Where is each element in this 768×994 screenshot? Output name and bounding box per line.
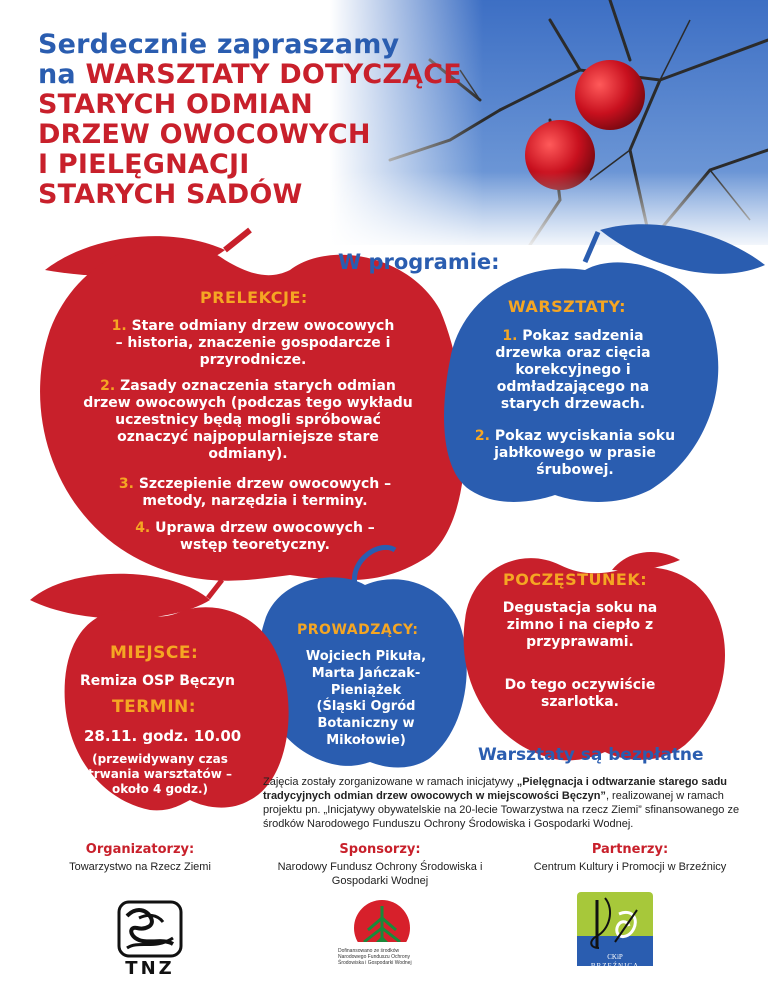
prelekcje-num-3: 3. <box>118 476 134 492</box>
prelekcje-num-4: 4. <box>135 520 151 536</box>
miejsce-place: Remiza OSP Bęczyn <box>80 673 235 689</box>
ckip-logo-text: CKiP <box>607 953 623 961</box>
termin-title: TERMIN: <box>112 697 197 717</box>
footer-organizers-text: Towarzystwo na Rzecz Ziemi <box>69 861 211 873</box>
headline-line-1: Serdecznie zapraszamy <box>38 29 400 60</box>
footer-sponsors-text: Narodowy Fundusz Ochrony Środowiska i Gospodarki Wodnej <box>277 861 483 887</box>
ckip-logo-subtext: BRZEŹNICA <box>590 962 640 970</box>
prelekcje-item-4 <box>120 520 390 554</box>
prelekcje-item-1 <box>108 318 398 369</box>
tnz-logo-text: TNZ <box>125 958 175 979</box>
prowadzacy-title: PROWADZĄCY: <box>297 622 419 638</box>
warsztaty-item-2 <box>470 428 680 479</box>
warsztaty-num-2: 2. <box>474 428 490 444</box>
headline-line-3: STARYCH ODMIAN <box>38 89 313 120</box>
footer-sponsors-title: Sponsorzy: <box>339 842 421 857</box>
warsztaty-item-1 <box>478 328 668 413</box>
headline-line-5: I PIELĘGNACJI <box>38 149 250 180</box>
footer-partners-title: Partnerzy: <box>591 842 669 857</box>
prelekcje-item-2 <box>78 378 418 463</box>
headline-warsztaty: WARSZTATY DOTYCZĄCE <box>85 59 462 90</box>
prelekcje-item-3 <box>100 476 410 510</box>
program-title: W programie: <box>338 250 500 274</box>
termin-duration: (przewidywany czas trwania warsztatów – około 4 godz.) <box>87 752 233 796</box>
poczestunek-title: POCZĘSTUNEK: <box>503 570 648 589</box>
footer-partners-text: Centrum Kultury i Promocji w Brzeźnicy <box>533 861 727 873</box>
miejsce-title: MIEJSCE: <box>110 643 199 663</box>
prelekcje-title: PRELEKCJE: <box>200 288 308 307</box>
poczestunek-text-1: Degustacja soku na zimno i na ciepło z przyprawami. <box>502 600 658 650</box>
prelekcje-num-1: 1. <box>111 318 127 334</box>
prelekcje-text-2: Zasady oznaczenia starych odmian drzew owocowych (podczas tego wykładu uczestnicy będą mogli spróbować oznaczyć najpopularniejsze stare odmiany). <box>83 378 413 462</box>
headline-na: na <box>38 59 86 90</box>
warsztaty-text-1: Pokaz sadzenia drzewka oraz cięcia korekcyjnego i odmładzającego na starych drzewach. <box>495 328 651 412</box>
info-paragraph <box>263 775 743 831</box>
prelekcje-text-1: Stare odmiany drzew owocowych – historia, znaczenie gospodarcze i przyrodnicze. <box>115 318 395 368</box>
tnz-logo-icon <box>115 900 185 958</box>
headline-line-6: STARYCH SADÓW <box>38 179 303 210</box>
termin-date: 28.11. godz. 10.00 <box>84 727 242 745</box>
prelekcje-num-2: 2. <box>100 378 116 394</box>
footer-organizers-title: Organizatorzy: <box>85 842 195 857</box>
nfos-logo-text: Dofinansowano ze środków Narodowego Funduszu Ochrony Środowiska i Gospodarki Wodnej <box>338 948 412 966</box>
poczestunek-text-2: Do tego oczywiście szarlotka. <box>504 677 656 710</box>
warsztaty-title: WARSZTATY: <box>508 297 627 316</box>
prelekcje-text-4: Uprawa drzew owocowych – wstęp teoretyczny. <box>155 520 375 553</box>
free-note: Warsztaty są bezpłatne <box>478 745 704 765</box>
info-part-1: Zajęcia zostały zorganizowane w ramach inicjatywy <box>263 776 517 788</box>
prowadzacy-org: (Śląski Ogród Botaniczny w Mikołowie) <box>316 699 416 748</box>
prelekcje-text-3: Szczepienie drzew owocowych – metody, narzędzia i terminy. <box>138 476 392 509</box>
warsztaty-text-2: Pokaz wyciskania soku jabłkowego w prasie śrubowej. <box>494 428 676 478</box>
headline-line-4: DRZEW OWOCOWYCH <box>38 119 371 150</box>
info-part-2: , realizowanej w ramach projektu pn. „Inicjatywy obywatelskie na 20-lecie Towarzystwa na rzecz Ziemi” sfinansowanego ze środków Narodowego Funduszu Ochrony Środowiska i Gospodarki Wodnej. <box>263 790 740 830</box>
info-bold: „Pielęgnacja i odtwarzanie starego sadu tradycyjnych odmian drzew owocowych w miejscowości Bęczyn” <box>263 776 728 802</box>
prowadzacy-names: Wojciech Pikuła, Marta Jańczak-Pieniążek <box>305 649 427 698</box>
warsztaty-num-1: 1. <box>502 328 518 344</box>
